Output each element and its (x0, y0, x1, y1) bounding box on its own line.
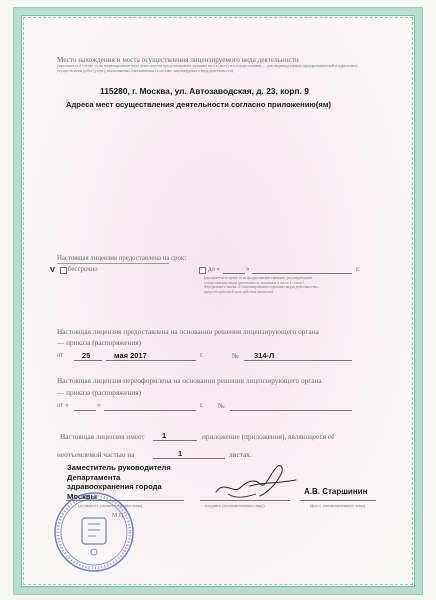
reissued-from-label: от « (57, 402, 69, 409)
annex-count-line (153, 440, 197, 441)
signatory-position-line1: Заместитель руководителя (67, 463, 171, 472)
reissued-line1: Настоящая лицензия переоформлена на основании решения лицензирующего органа (57, 376, 322, 385)
location-header-note: (заполняется в случае, если лицензирование вида деятельности предусматривает указание места (мест) его осуществления — для индивидуальных предпринимателей и адреса мест осуществления работ (услуг), выполняемых (оказываемых) в составе лицензируемого вида деятельности) (57, 64, 358, 73)
reissued-no-label: № (218, 402, 225, 410)
term-note: (указывается в случае, если федеральными законами, регулирующими осуществление видов деятельности, указанных в части 4 статьи 1 Федерального закона «О лицензировании отдельных видов деятельности», предусмотрен иной срок действия лицензии) (204, 276, 319, 294)
granted-month-year: мая 2017 (114, 351, 147, 360)
address: 115280, г. Москва, ул. Автозаводская, д. 23, корп. 9 (100, 86, 309, 96)
granted-day-line (74, 360, 102, 361)
signature-note: (подпись уполномоченного лица) (205, 503, 265, 508)
until-quote-close: » (246, 266, 250, 273)
until-year-suffix: г. (356, 266, 360, 273)
annex-line1-suffix: приложение (приложения), являющееся её (202, 432, 335, 441)
reissued-line2: — приказа (распоряжения) (57, 388, 142, 397)
reissued-quote-close: » (97, 402, 101, 409)
granted-from-label: от (57, 352, 64, 359)
annex-line2-suffix: листах. (229, 450, 252, 459)
granted-line1: Настоящая лицензия предоставлена на основании решения лицензирующего органа (57, 327, 319, 336)
granted-month-line (106, 360, 196, 361)
annex-line2-prefix: неотъемлемой частью на (57, 450, 135, 459)
granted-no-label: № (232, 352, 239, 360)
annex-line1-prefix: Настоящая лицензия имеет (60, 432, 145, 441)
address-note: Адреса мест осуществления деятельности согласно приложению(ям) (66, 100, 331, 109)
until-day-line (223, 273, 245, 274)
signatory-position-line2: Департамента (67, 472, 121, 482)
granted-day: 25 (82, 351, 91, 360)
reissued-year-suffix: г. (200, 402, 204, 409)
reissued-number-line (230, 410, 352, 411)
granted-year-suffix: г. (200, 352, 204, 359)
mp-label: М.П. (112, 513, 125, 519)
until-month-line (252, 273, 352, 274)
signatory-position-line4: Москвы (67, 491, 98, 501)
annex-count: 1 (162, 431, 167, 440)
reissued-day-line (74, 410, 96, 411)
name-note: (ф.и.о. уполномоченного лица) (310, 503, 366, 508)
indefinite-check-mark: V (50, 265, 56, 274)
term-label-underline (57, 263, 169, 264)
reissued-month-line (104, 410, 196, 411)
until-checkbox[interactable] (199, 267, 206, 274)
official-seal-stamp (52, 490, 136, 574)
annex-sheets: 1 (178, 449, 183, 458)
term-label: Настоящая лицензия предоставлена на срок: (57, 255, 187, 262)
granted-line2: — приказа (распоряжения) (57, 338, 142, 347)
position-note: (должность уполномоченного лица) (78, 503, 143, 508)
signatory-position-line3: здравоохранения города (67, 482, 162, 492)
indefinite-label: бессрочно (68, 266, 98, 273)
name-underline (300, 500, 376, 501)
granted-number: 314-Л (254, 351, 275, 360)
until-prefix: до « (208, 266, 220, 273)
location-header: Место нахождения и места осуществления лицензируемого вида деятельности (57, 56, 299, 64)
granted-number-line (244, 360, 352, 361)
indefinite-checkbox[interactable] (60, 267, 67, 274)
handwritten-signature (210, 458, 300, 504)
signatory-name: А.В. Старшинин (304, 487, 368, 496)
